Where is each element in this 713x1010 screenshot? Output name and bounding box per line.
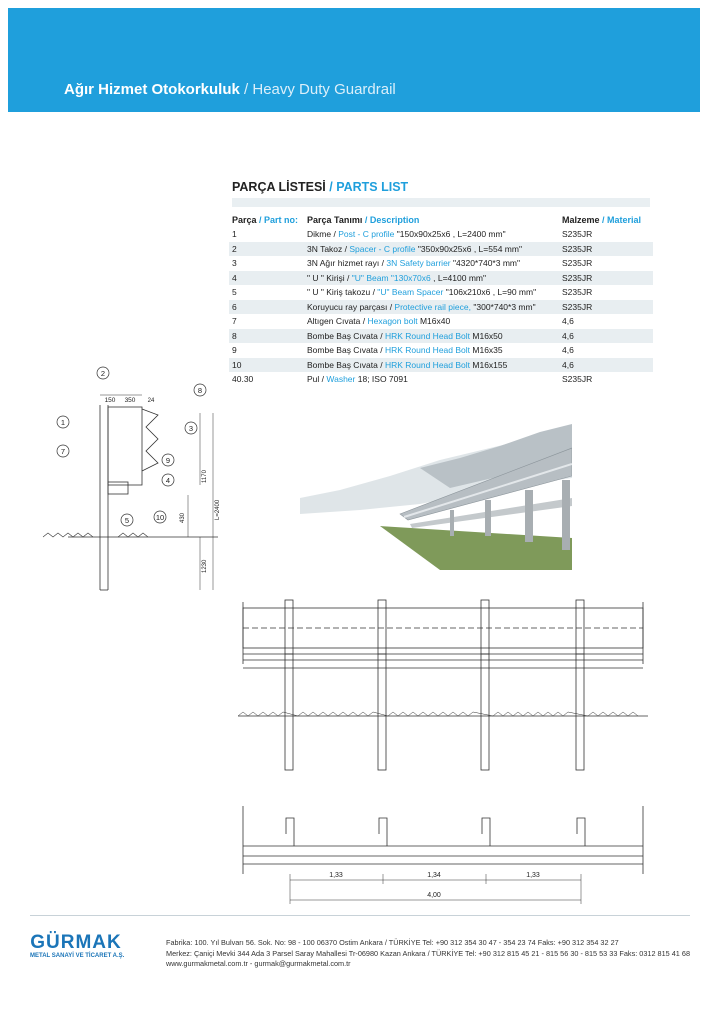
parts-row: [229, 314, 653, 329]
part-description: Bombe Baş Cıvata / HRK Round Head Bolt M16x35: [307, 345, 503, 356]
footer-contact: [166, 938, 690, 970]
dim-24: 24: [147, 398, 155, 404]
u-beam-spacer: [108, 482, 128, 494]
parts-row: [229, 329, 653, 344]
factory-address: Fabrika: 100. Yıl Bulvarı 56. Sok. No: 98 - 100 06370 Ostim Ankara / TÜRKİYE Tel: +90 312 354 30 47 - 354 23 74 Faks: +90 312 354 32 27: [166, 938, 619, 947]
post-2: [378, 654, 386, 770]
logo-name: GÜRMAK: [30, 932, 122, 953]
safety-barrier-profile: [142, 409, 158, 471]
parts-row: [229, 242, 653, 257]
parts-row: [229, 256, 653, 271]
callout-10: 10: [155, 513, 165, 522]
guardrail-section-drawing: [38, 365, 238, 610]
spacer-c-profile: [108, 407, 142, 485]
span-dim-3: 1,33: [526, 872, 540, 879]
callout-1: 1: [60, 418, 66, 427]
part-material: S235JR: [559, 242, 653, 257]
parts-row: [229, 358, 653, 373]
guardrail-elevation-plan-drawing: [238, 594, 648, 914]
hq-address: Merkez: Çaniçi Mevki 344 Ada 3 Parsel Saray Mahallesi Tr-06980 Kazan Ankara / TÜRKİYE Tel: +90 312 815 45 21 - 815 56 30 - 815 53 33 Faks: 0312 815 41 68: [166, 948, 691, 958]
part-material: 4,6: [559, 329, 653, 344]
part-material: 4,6: [562, 345, 574, 356]
dim-l2400: L=2400: [215, 499, 221, 520]
parts-row: [229, 300, 653, 315]
part-material: S235JR: [559, 271, 653, 286]
part-description: Bombe Baş Cıvata / HRK Round Head Bolt M16x50: [304, 329, 559, 344]
parts-table: [229, 214, 653, 387]
part-no: 2: [229, 242, 304, 257]
part-no: 40.30: [232, 374, 254, 385]
parts-row: [229, 271, 653, 286]
part-description: Koruyucu ray parçası / Protective rail piece, "300*740*3 mm": [304, 300, 559, 315]
part-material: S235JR: [559, 300, 653, 315]
part-no: 8: [229, 329, 304, 344]
part-description: Pul / Washer 18; ISO 7091: [307, 374, 408, 385]
part-material: 4,6: [559, 358, 653, 373]
part-material: S235JR: [562, 229, 593, 240]
dim-1170: 1170: [202, 470, 208, 483]
callout-7: 7: [60, 447, 66, 456]
callout-4: 4: [165, 476, 171, 485]
part-description: Altıgen Cıvata / Hexagon bolt M16x40: [307, 316, 451, 327]
part-no: 1: [232, 229, 237, 240]
post-3: [481, 654, 489, 770]
page-title: Ağır Hizmet Otokorkuluk / Heavy Duty Guardrail: [64, 81, 396, 98]
col-material: Malzeme / Material: [562, 215, 642, 225]
heading-underline: [232, 198, 650, 207]
part-material: S235JR: [562, 258, 593, 269]
company-logo: [30, 932, 125, 959]
part-description: " U " Kirişi / "U" Beam "130x70x6 , L=4100 mm": [304, 271, 559, 286]
part-no: 4: [229, 271, 304, 286]
part-material: S235JR: [562, 287, 593, 298]
part-no: 5: [232, 287, 237, 298]
total-length-dim: 4,00: [427, 892, 441, 899]
footer-divider: [30, 915, 690, 916]
parts-table-header: [229, 214, 653, 227]
parts-row: [229, 285, 653, 300]
callout-9: 9: [165, 456, 171, 465]
dim-1230: 1230: [202, 559, 208, 573]
col-part-no: Parça / Part no:: [232, 215, 299, 225]
logo-subtitle: METAL SANAYİ VE TİCARET A.Ş.: [30, 953, 125, 959]
part-no: 3: [232, 258, 237, 269]
callout-5: 5: [124, 516, 130, 525]
part-description: Bombe Baş Cıvata / HRK Round Head Bolt M16x155: [304, 358, 559, 373]
part-no: 10: [229, 358, 304, 373]
span-dim-2: 1,34: [427, 872, 441, 879]
dim-150: 150: [104, 397, 116, 404]
part-material: S235JR: [562, 374, 593, 385]
parts-row: [229, 227, 653, 242]
parts-list-heading: PARÇA LİSTESİ / PARTS LIST: [232, 180, 409, 194]
callout-3: 3: [188, 424, 194, 433]
post-1: [285, 654, 293, 770]
part-description: 3N Takoz / Spacer - C profile "350x90x25x6 , L=554 mm": [304, 242, 559, 257]
part-description: 3N Ağır hizmet rayı / 3N Safety barrier "4320*740*3 mm": [307, 258, 520, 269]
dim-430: 430: [180, 512, 186, 523]
header-banner: [8, 8, 700, 112]
part-description: Dikme / Post - C profile "150x90x25x6 , L=2400 mm": [307, 229, 506, 240]
guardrail-photo: [300, 418, 572, 570]
part-no: 6: [229, 300, 304, 315]
part-no: 7: [232, 316, 237, 327]
web-email: www.gurmakmetal.com.tr - gurmak@gurmakmetal.com.tr: [166, 959, 351, 969]
callout-8: 8: [197, 386, 203, 395]
part-no: 9: [232, 345, 237, 356]
post-4: [576, 654, 584, 770]
parts-row: [229, 372, 653, 387]
callout-2: 2: [100, 369, 106, 378]
part-description: " U " Kiriş takozu / "U" Beam Spacer "106x210x6 , L=90 mm": [307, 287, 537, 298]
parts-row: [229, 343, 653, 358]
dim-350: 350: [124, 397, 136, 404]
part-material: 4,6: [562, 316, 574, 327]
col-description: Parça Tanımı / Description: [307, 215, 420, 225]
span-dim-1: 1,33: [329, 872, 343, 879]
